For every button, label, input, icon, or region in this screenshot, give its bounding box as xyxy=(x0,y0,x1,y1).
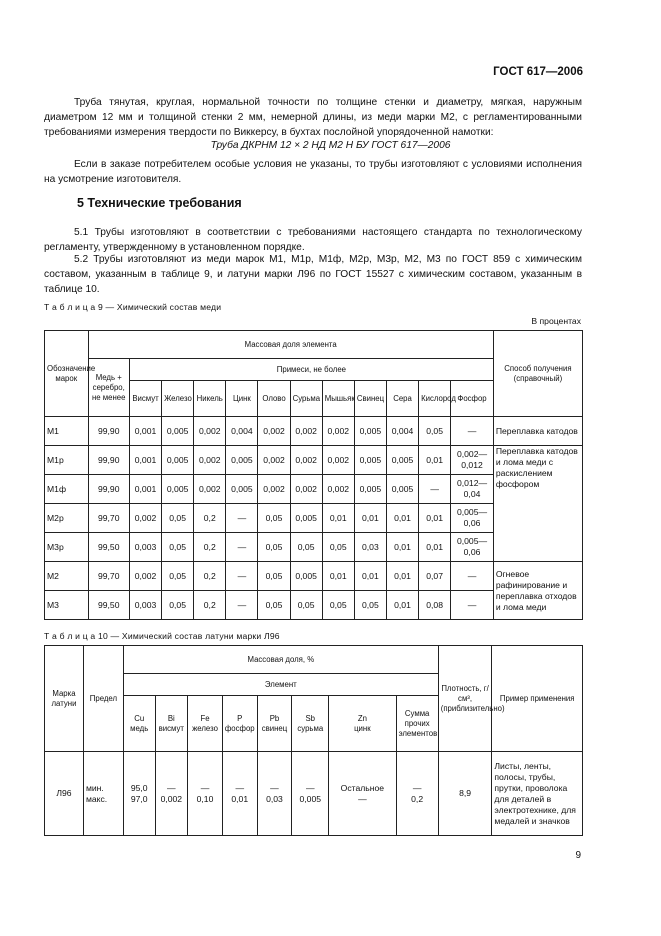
table10-caption: Т а б л и ц а 10 — Химический состав латуни марки Л96 xyxy=(44,631,280,641)
table-row xyxy=(45,562,583,591)
value-cell: 0,002 xyxy=(258,446,290,475)
value-cell: 0,005 xyxy=(290,562,322,591)
value-cell: 0,01 xyxy=(386,533,418,562)
value-cell xyxy=(123,752,155,836)
element-symbol: Zn xyxy=(357,713,367,723)
value-cell: 0,005 xyxy=(162,475,194,504)
element-symbol: P xyxy=(237,713,243,723)
value-cell: 0,001 xyxy=(129,417,161,446)
col-header-element: Цинк xyxy=(226,381,258,417)
col-header-element: Сурьма xyxy=(290,381,322,417)
col-header-element: Мышьяк xyxy=(322,381,354,417)
value-cell: 0,005 xyxy=(386,446,418,475)
value-cell: 0,01 xyxy=(354,562,386,591)
value-cell: 0,2 xyxy=(194,591,226,620)
element-symbol: Fe xyxy=(200,713,210,723)
value-cell: 0,05 xyxy=(258,504,290,533)
value-cell: 0,001 xyxy=(129,446,161,475)
cu-cell: 99,90 xyxy=(88,475,129,504)
min-value: — xyxy=(235,782,245,793)
col-header-element xyxy=(188,696,223,752)
value-cell: 0,05 xyxy=(354,591,386,620)
value-cell: 0,002—0,012 xyxy=(451,446,494,475)
col-header-grade: Обозначение марок xyxy=(45,331,89,417)
cu-cell: 99,70 xyxy=(88,504,129,533)
value-cell: 0,05 xyxy=(162,504,194,533)
value-cell: 0,012—0,04 xyxy=(451,475,494,504)
col-header-element: Железо xyxy=(162,381,194,417)
value-cell: 0,2 xyxy=(194,504,226,533)
use-cell: Листы, ленты, полосы, трубы, пpутки, проволока для деталей в электротехнике, для медалей и значков xyxy=(492,752,583,836)
value-cell: 0,003 xyxy=(129,591,161,620)
col-header-element: Сера xyxy=(386,381,418,417)
min-value: 95,0 xyxy=(130,782,148,793)
max-value: 97,0 xyxy=(130,793,148,804)
col-header-element xyxy=(222,696,257,752)
value-cell: 0,05 xyxy=(322,591,354,620)
value-cell: 0,01 xyxy=(322,562,354,591)
col-header-element xyxy=(329,696,396,752)
table9-unit: В процентах xyxy=(531,316,581,326)
value-cell: — xyxy=(226,562,258,591)
max-value: 0,2 xyxy=(411,793,424,804)
method-cell: Переплавка катодов xyxy=(493,417,582,446)
value-cell: 0,2 xyxy=(194,562,226,591)
element-symbol: Pb xyxy=(269,713,280,723)
value-cell: 0,01 xyxy=(419,533,451,562)
value-cell: 0,002 xyxy=(290,446,322,475)
col-header-use: Пример применения xyxy=(492,646,583,752)
value-cell: 0,005—0,06 xyxy=(451,533,494,562)
value-cell: 0,2 xyxy=(194,533,226,562)
value-cell: 0,005 xyxy=(386,475,418,504)
value-cell: 0,01 xyxy=(419,504,451,533)
value-cell: 0,01 xyxy=(386,504,418,533)
value-cell: — xyxy=(451,417,494,446)
value-cell: 0,08 xyxy=(419,591,451,620)
method-cell: Переплавка катодов и лома меди с раскислением фосфором xyxy=(493,446,582,562)
col-header-method: Способ получения (справочный) xyxy=(493,331,582,417)
col-header-impurities: Примеси, не более xyxy=(129,359,493,381)
value-cell: 0,05 xyxy=(162,591,194,620)
min-value: Остальное xyxy=(340,782,385,793)
cu-cell: 99,90 xyxy=(88,446,129,475)
element-name: фосфор xyxy=(224,723,255,733)
table-row xyxy=(45,417,583,446)
cu-cell: 99,70 xyxy=(88,562,129,591)
value-cell: 0,005 xyxy=(290,504,322,533)
value-cell: — xyxy=(451,591,494,620)
density-cell: 8,9 xyxy=(438,752,492,836)
col-header-element: Висмут xyxy=(129,381,161,417)
value-cell xyxy=(188,752,223,836)
col-header-density: Плотность, г/см³, (приблизительно) xyxy=(438,646,492,752)
value-cell: 0,002 xyxy=(258,417,290,446)
value-cell: 0,05 xyxy=(322,533,354,562)
element-name: висмут xyxy=(158,723,184,733)
table-row xyxy=(45,446,583,475)
value-cell: 0,002 xyxy=(194,417,226,446)
element-symbol: Bi xyxy=(167,713,175,723)
conditions-paragraph: Если в заказе потребителем особые условия не указаны, то трубы изготовляют с условиями исполнения на усмотрение изготовителя. xyxy=(44,159,582,185)
value-cell: 0,005 xyxy=(162,446,194,475)
col-header-mass: Массовая доля элемента xyxy=(88,331,493,359)
value-cell: 0,002 xyxy=(290,417,322,446)
col-header-element: Фосфор xyxy=(451,381,494,417)
section-title: 5 Технические требования xyxy=(77,196,242,210)
value-cell: 0,002 xyxy=(322,475,354,504)
col-header-element: Олово xyxy=(258,381,290,417)
element-name: железо xyxy=(192,723,218,733)
col-header-mass: Массовая доля, % xyxy=(123,646,438,674)
value-cell: 0,005—0,06 xyxy=(451,504,494,533)
grade-cell: М1ф xyxy=(45,475,89,504)
value-cell: 0,005 xyxy=(354,446,386,475)
col-header-element xyxy=(123,696,155,752)
grade-cell: М3 xyxy=(45,591,89,620)
grade-cell: М2р xyxy=(45,504,89,533)
value-cell: 0,01 xyxy=(322,504,354,533)
limit-max: макс. xyxy=(85,793,108,804)
cu-cell: 99,90 xyxy=(88,417,129,446)
page-number: 9 xyxy=(575,850,581,861)
value-cell: 0,002 xyxy=(322,417,354,446)
value-cell: 0,005 xyxy=(226,475,258,504)
col-header-limit: Предел xyxy=(83,646,123,752)
clause-5-1: 5.1 Трубы изготовляют в соответствии с требованиями настоящего стандарта по технологическому регламенту, утвержденному в установленном порядке. xyxy=(44,227,582,253)
value-cell: 0,005 xyxy=(226,446,258,475)
min-value: — xyxy=(270,782,279,793)
cu-cell: 99,50 xyxy=(88,591,129,620)
value-cell xyxy=(222,752,257,836)
value-cell: 0,01 xyxy=(354,504,386,533)
limit-min: мин. xyxy=(85,782,104,793)
standard-header: ГОСТ 617—2006 xyxy=(493,66,583,78)
element-name: сурьма xyxy=(297,723,324,733)
grade-cell: М1 xyxy=(45,417,89,446)
col-header-element: Свинец xyxy=(354,381,386,417)
value-cell: 0,004 xyxy=(386,417,418,446)
value-cell: — xyxy=(226,504,258,533)
value-cell: — xyxy=(226,591,258,620)
value-cell: 0,002 xyxy=(129,504,161,533)
value-cell xyxy=(292,752,329,836)
value-cell: — xyxy=(226,533,258,562)
value-cell: 0,01 xyxy=(386,591,418,620)
grade-cell: М3р xyxy=(45,533,89,562)
clause-5-2: 5.2 Трубы изготовляют из меди марок М1, М1р, М1ф, М2р, М3р, М2, М3 по ГОСТ 859 с химическим составом, указанным в таблице 9, и латуни марки Л96 по ГОСТ 15527 с химическим составом, указанным в таблице 10. xyxy=(44,254,582,295)
method-cell: Огневое рафинирование и переплавка отходов и лома меди xyxy=(493,562,582,620)
value-cell: 0,005 xyxy=(354,475,386,504)
col-header-cu: Медь + серебро, не менее xyxy=(88,359,129,417)
value-cell: 0,07 xyxy=(419,562,451,591)
designation-example: Труба ДКРНМ 12 × 2 НД М2 Н БУ ГОСТ 617—2006 xyxy=(210,140,451,151)
element-name: медь xyxy=(130,723,149,733)
value-cell: 0,03 xyxy=(354,533,386,562)
grade-cell: М1р xyxy=(45,446,89,475)
min-value: — xyxy=(167,782,176,793)
value-cell: — xyxy=(451,562,494,591)
value-cell: 0,05 xyxy=(419,417,451,446)
max-value: 0,10 xyxy=(196,793,214,804)
table9-caption: Т а б л и ц а 9 — Химический состав меди xyxy=(44,302,222,312)
element-symbol: Cu xyxy=(134,713,145,723)
value-cell xyxy=(155,752,188,836)
value-cell: 0,05 xyxy=(258,591,290,620)
value-cell: 0,001 xyxy=(129,475,161,504)
value-cell: 0,002 xyxy=(258,475,290,504)
value-cell: 0,01 xyxy=(386,562,418,591)
max-value: — xyxy=(358,793,367,804)
value-cell xyxy=(329,752,396,836)
value-cell: 0,05 xyxy=(290,591,322,620)
value-cell: 0,05 xyxy=(162,562,194,591)
value-cell: — xyxy=(419,475,451,504)
min-value: — xyxy=(412,782,422,793)
col-header-element xyxy=(292,696,329,752)
col-header-element xyxy=(257,696,292,752)
table-10 xyxy=(44,645,583,836)
col-header-element: Элемент xyxy=(123,674,438,696)
value-cell: 0,05 xyxy=(258,562,290,591)
min-value: — xyxy=(200,782,210,793)
col-header-element: Никель xyxy=(194,381,226,417)
grade-cell: М2 xyxy=(45,562,89,591)
value-cell: 0,01 xyxy=(419,446,451,475)
col-header-element xyxy=(396,696,438,752)
col-header-element: Кислород xyxy=(419,381,451,417)
table-9 xyxy=(44,330,583,620)
value-cell: 0,05 xyxy=(258,533,290,562)
value-cell: 0,005 xyxy=(354,417,386,446)
intro-paragraph: Труба тянутая, круглая, нормальной точности по толщине стенки и диаметру, мягкая, наружным диаметром 12 мм и толщиной стенки 2 мм, немерной длины, из меди марки М2, с регламентированными требованиями измерения твердости по Виккерсу, в бухтах послойной упорядоченной намотки: xyxy=(44,97,582,138)
limit-cell xyxy=(83,752,123,836)
element-name: Сумма прочих элементов xyxy=(398,708,438,738)
element-name: свинец xyxy=(261,723,288,733)
col-header-element xyxy=(155,696,188,752)
max-value: 0,01 xyxy=(231,793,249,804)
value-cell: 0,002 xyxy=(194,446,226,475)
value-cell: 0,05 xyxy=(162,533,194,562)
value-cell: 0,05 xyxy=(290,533,322,562)
value-cell xyxy=(257,752,292,836)
value-cell xyxy=(396,752,438,836)
value-cell: 0,002 xyxy=(194,475,226,504)
value-cell: 0,002 xyxy=(322,446,354,475)
element-name: цинк xyxy=(354,723,371,733)
value-cell: 0,002 xyxy=(129,562,161,591)
min-value: — xyxy=(305,782,315,793)
max-value: 0,03 xyxy=(266,793,283,804)
value-cell: 0,004 xyxy=(226,417,258,446)
value-cell: 0,003 xyxy=(129,533,161,562)
element-symbol: Sb xyxy=(305,713,316,723)
col-header-grade: Марка латуни xyxy=(45,646,84,752)
value-cell: 0,005 xyxy=(162,417,194,446)
max-value: 0,005 xyxy=(299,793,322,804)
grade-cell: Л96 xyxy=(45,752,84,836)
max-value: 0,002 xyxy=(160,793,183,804)
cu-cell: 99,50 xyxy=(88,533,129,562)
value-cell: 0,002 xyxy=(290,475,322,504)
